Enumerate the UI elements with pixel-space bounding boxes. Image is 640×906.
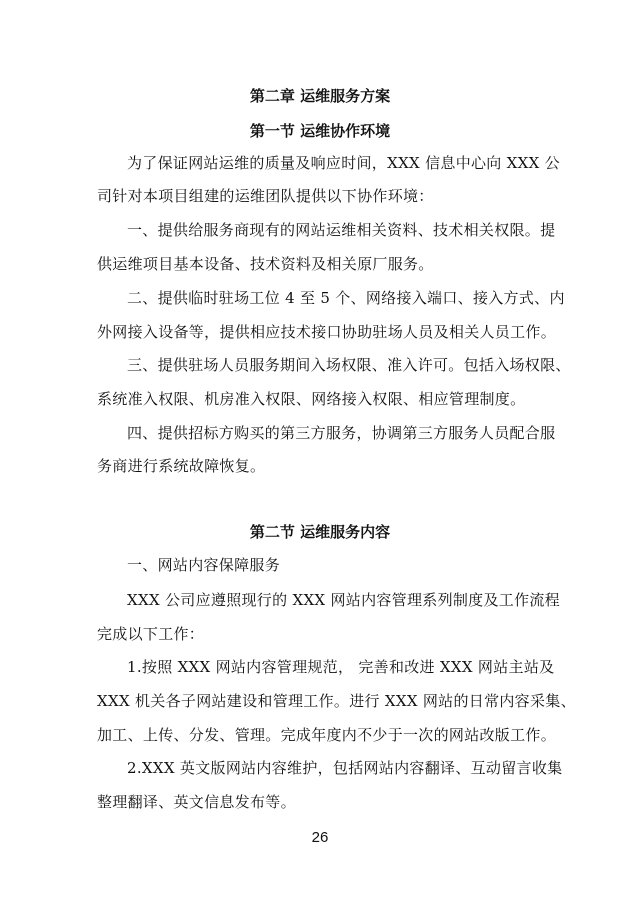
chapter-title: 第二章 运维服务方案: [249, 87, 391, 105]
paragraph-line: 四、提供招标方购买的第三方服务，协调第三方服务人员配合服: [127, 424, 556, 442]
paragraph-line: 完成以下工作：: [97, 625, 205, 643]
paragraph-line: 2.XXX 英文版网站内容维护，包括网站内容翻译、互动留言收集: [127, 759, 563, 777]
paragraph-line: 系统准入权限、机房准入权限、网络接入权限、相应管理制度。: [97, 390, 526, 408]
paragraph-line: 为了保证网站运维的质量及响应时间，XXX 信息中心向 XXX 公: [127, 154, 560, 172]
paragraph-line: 司针对本项目组建的运维团队提供以下协作环境：: [97, 187, 434, 205]
paragraph-line: 1.按照 XXX 网站内容管理规范， 完善和改进 XXX 网站主站及: [127, 658, 555, 676]
paragraph-line: 一、网站内容保障服务: [127, 556, 281, 574]
paragraph-line: 三、提供驻场人员服务期间入场权限、准入许可。包括入场权限、: [127, 356, 571, 374]
paragraph-line: 供运维项目基本设备、技术资料及相关原厂服务。: [97, 255, 434, 273]
paragraph-line: 加工、上传、分发、管理。完成年度内不少于一次的网站改版工作。: [97, 726, 557, 744]
paragraph-line: 一、提供给服务商现有的网站运维相关资料、技术相关权限。提: [127, 221, 556, 239]
page-number: 26: [311, 829, 329, 846]
section-title: 第二节 运维服务内容: [249, 523, 391, 541]
paragraph-line: 外网接入设备等，提供相应技术接口协助驻场人员及相关人员工作。: [97, 323, 557, 341]
paragraph-line: XXX 机关各子网站建设和管理工作。进行 XXX 网站的日常内容采集、: [97, 692, 576, 710]
paragraph-line: 务商进行系统故障恢复。: [97, 457, 266, 475]
section-title: 第一节 运维协作环境: [249, 122, 391, 140]
paragraph-line: 整理翻译、英文信息发布等。: [97, 793, 296, 811]
paragraph-line: XXX 公司应遵照现行的 XXX 网站内容管理系列制度及工作流程: [127, 591, 560, 609]
paragraph-line: 二、提供临时驻场工位 4 至 5 个、网络接入端口、接入方式、内: [127, 289, 565, 307]
